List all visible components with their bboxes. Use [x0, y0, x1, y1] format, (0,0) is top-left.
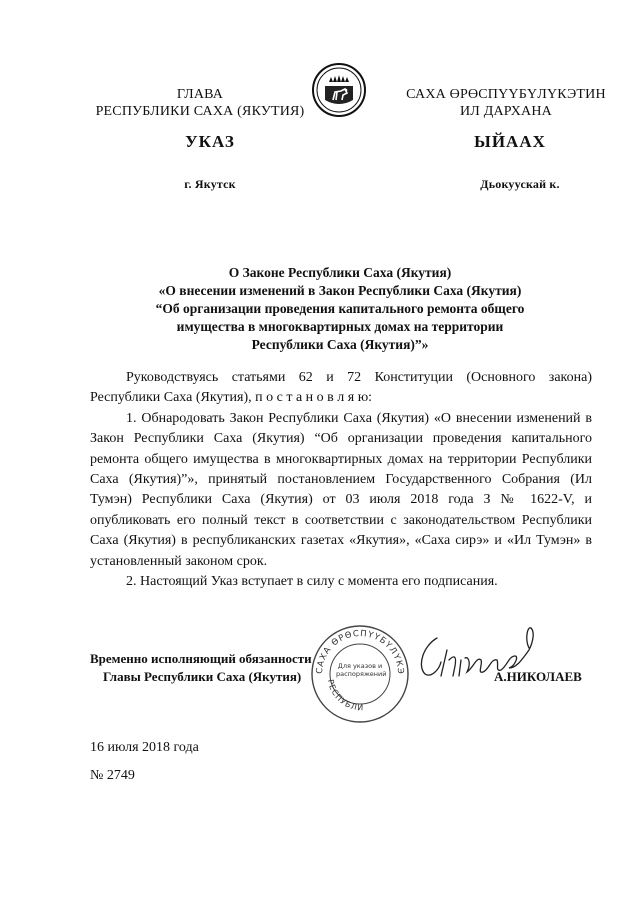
title-line2: «О внесении изменений в Закон Республики Саха (Якутия) [158, 283, 522, 298]
title-line3: “Об организации проведения капитального ремонта общего [155, 301, 525, 316]
official-stamp [308, 622, 412, 726]
city-ru: г. Якутск [184, 177, 236, 191]
decree-title [90, 264, 590, 354]
title-line5: Республики Саха (Якутия)”» [251, 337, 429, 352]
header-right [390, 86, 622, 120]
item-2: 2. Настоящий Указ вступает в силу с момента его подписания. [126, 574, 498, 590]
stamp-text-top: САХА ӨРӨСПҮҮБҮЛҮКЭ [314, 628, 406, 676]
stamp-center-text: Для указов и распоряжений [336, 662, 387, 678]
handwritten-signature [405, 620, 555, 690]
header-left-line2: РЕСПУБЛИКИ САХА (ЯКУТИЯ) [95, 104, 305, 119]
doc-type-ru: УКАЗ [185, 132, 235, 151]
header-right-line1: САХА ӨРӨСПҮҮБҮЛҮКЭТИН [406, 87, 606, 102]
stamp-text-left: РЕСПУБЛИ [325, 678, 365, 713]
doc-type-sakha: ЫЙААХ [474, 132, 546, 151]
decree-body [90, 368, 592, 592]
signatory-name: А.НИКОЛАЕВ [494, 669, 582, 684]
header-left-line1: ГЛАВА [176, 87, 224, 102]
decree-date: 16 июля 2018 года [90, 740, 199, 755]
city-sakha: Дьокуускай к. [480, 177, 560, 191]
signature-position-line2: Главы Республики Саха (Якутия) [103, 669, 302, 684]
preamble: Руководствуясь статьями 62 и 72 Конституции (Основного закона) Республики Саха (Якутия), п о с т а н о в л я ю: [90, 370, 592, 406]
item-1: 1. Обнародовать Закон Республики Саха (Якутия) «О внесении изменений в Закон Республики Саха (Якутия) “Об организации проведения капитального ремонта общего имущества в многоквартирных домах на территории Республики Саха (Якутия)”», принятый постановлением Государственного Собрания (Ил Тумэн) Республики Саха (Якутия) от 03 июля 2018 года З № 1622-V, и опубликовать его полный текст в соответствии с законодательством Республики Саха (Якутия) в республиканских газетах «Якутия», «Саха сирэ» и «Ил Тумэн» в установленный законом срок. [90, 410, 592, 569]
header-right-line2: ИЛ ДАРХАНА [459, 104, 552, 119]
coat-of-arms-icon [311, 62, 367, 118]
decree-number: № 2749 [90, 768, 135, 783]
title-line4: имущества в многоквартирных домах на территории [176, 319, 504, 334]
signature-position-line1: Временно исполняющий обязанности [90, 651, 312, 666]
title-line1: О Законе Республики Саха (Якутия) [228, 265, 452, 280]
header-left [80, 86, 320, 120]
